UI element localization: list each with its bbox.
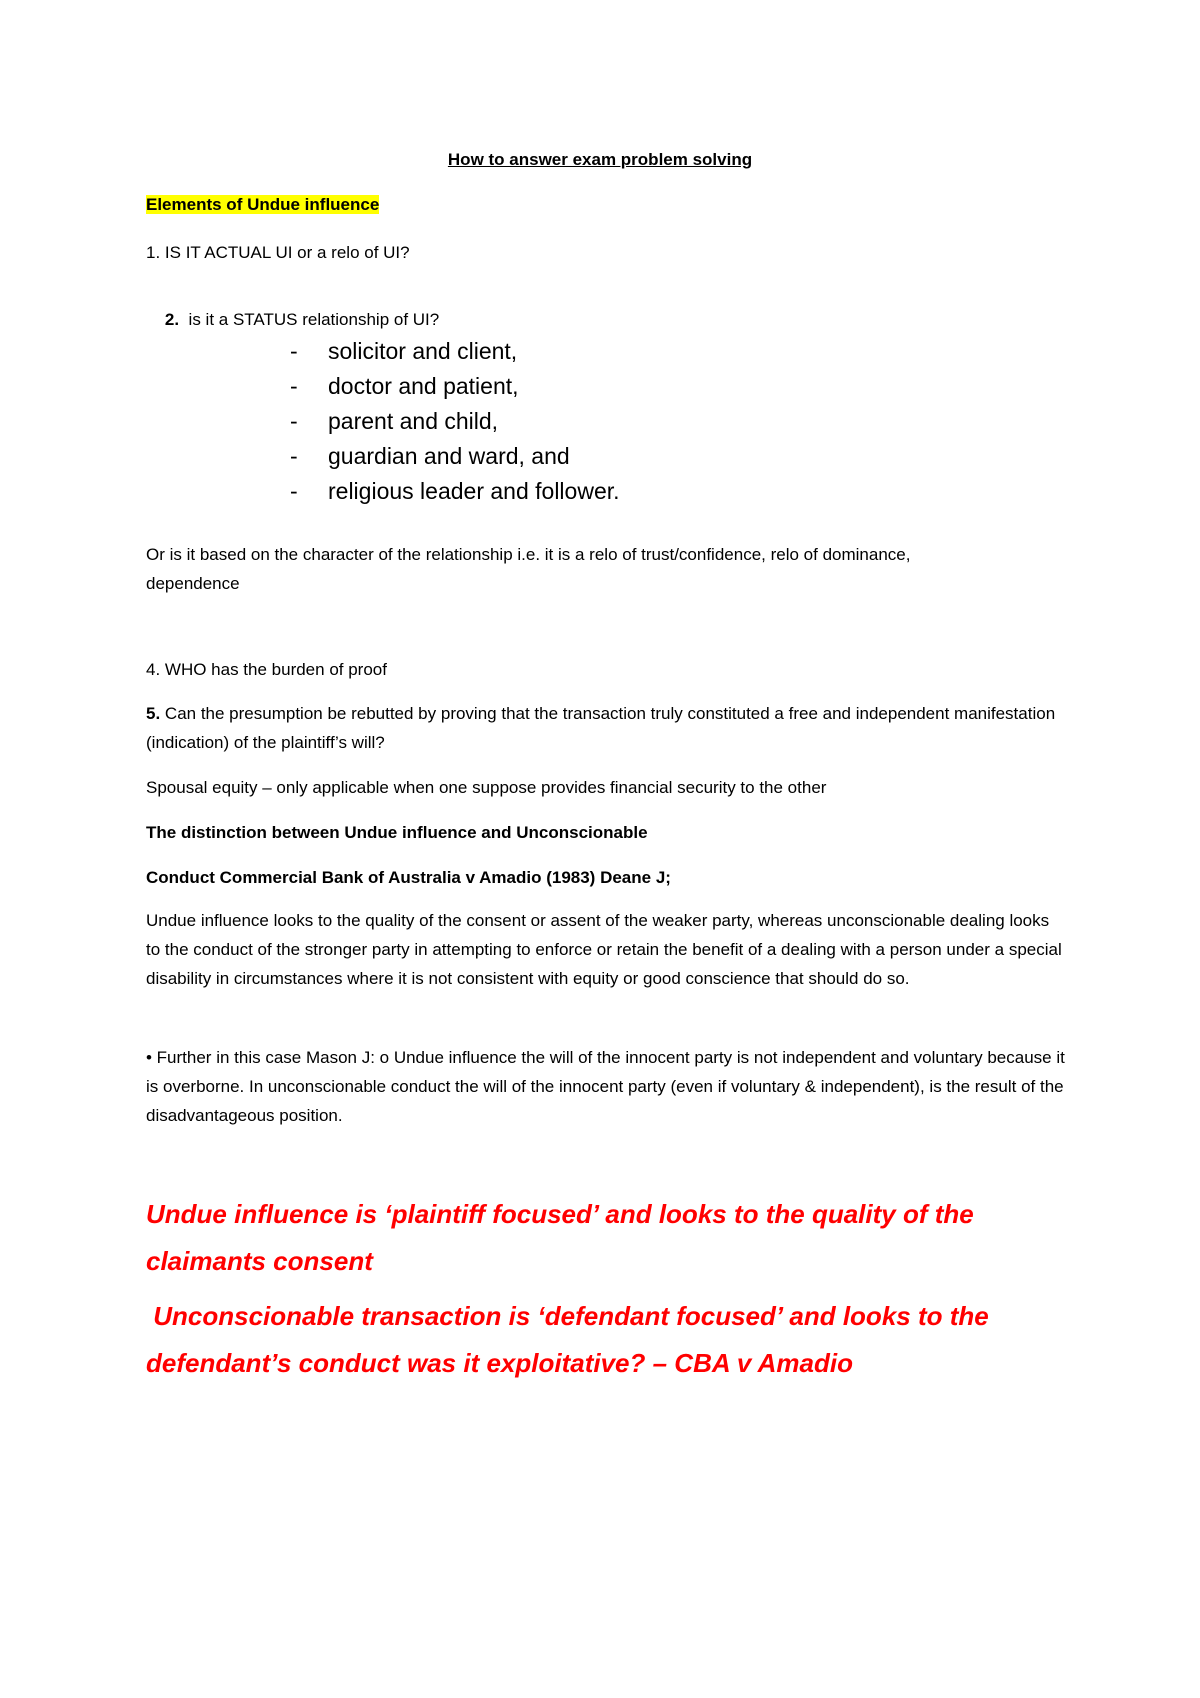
list-item: - parent and child, xyxy=(290,408,499,434)
list-item: - religious leader and follower. xyxy=(290,478,620,504)
page-title: How to answer exam problem solving xyxy=(447,150,753,169)
case-heading: Conduct Commercial Bank of Australia v Amadio (1983) Deane J; xyxy=(146,868,671,887)
step-5 xyxy=(146,699,1066,757)
step-1-number: 1. xyxy=(146,243,161,262)
step-2-text: is it a STATUS relationship of UI? xyxy=(179,310,440,329)
mason-paragraph: • Further in this case Mason J: o Undue influence the will of the innocent party is not independent and voluntary because it is overborne. In unconscionable conduct the will of the innocent party (even if voluntary & independent), is the result of the disadvantageous position. xyxy=(146,1048,1065,1125)
list-item: - solicitor and client, xyxy=(290,338,518,364)
list-item: - doctor and patient, xyxy=(290,373,519,399)
summary-undue-influence: Undue influence is ‘plaintiff focused’ and looks to the quality of the claimants consent xyxy=(146,1199,974,1276)
step-5-text: Can the presumption be rebutted by proving that the transaction truly constituted a free and independent manifestation (indication) of the plaintiff’s will? xyxy=(146,704,1056,752)
character-note: Or is it based on the character of the relationship i.e. it is a relo of trust/confidence, relo of dominance, dependence xyxy=(146,545,911,593)
step-5-number: 5. xyxy=(146,704,161,723)
highlighted-heading: Elements of Undue influence xyxy=(146,195,380,214)
step-4: 4. WHO has the burden of proof xyxy=(146,660,387,679)
step-1 xyxy=(146,242,410,264)
step-2-number: 2. xyxy=(164,310,180,329)
deane-paragraph: Undue influence looks to the quality of the consent or assent of the weaker party, whereas unconscionable dealing looks to the conduct of the stronger party in attempting to enforce or retain the benefit of a dealing with a person under a special disability in circumstances where it is not consistent with equity or good conscience that should do so. xyxy=(146,911,1062,988)
summary-unconscionable: Unconscionable transaction is ‘defendant focused’ and looks to the defendant’s conduct was it exploitative? – CBA v Amadio xyxy=(146,1301,996,1378)
section-heading xyxy=(146,194,379,216)
step-1-text: IS IT ACTUAL UI or a relo of UI? xyxy=(160,243,410,262)
list-item: - guardian and ward, and xyxy=(290,443,570,469)
distinction-heading: The distinction between Undue influence and Unconscionable xyxy=(146,823,648,842)
status-relationship-list xyxy=(290,334,620,509)
spousal-equity-note: Spousal equity – only applicable when one suppose provides financial security to the other xyxy=(146,778,827,797)
